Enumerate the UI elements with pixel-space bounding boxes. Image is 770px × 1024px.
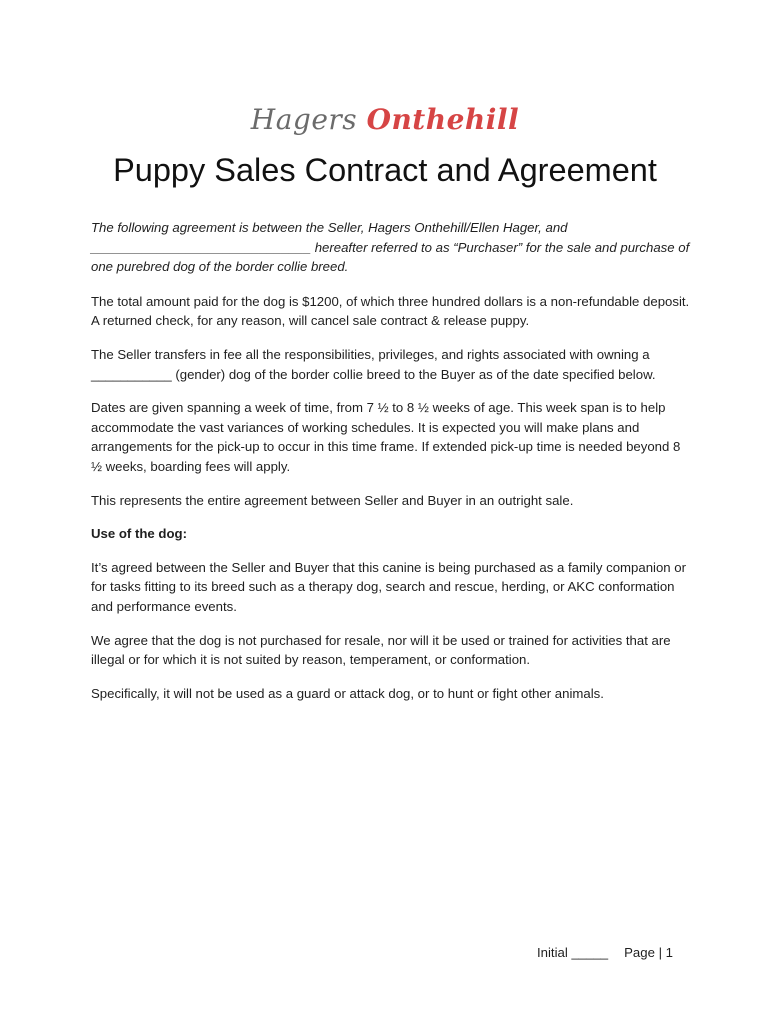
initial-field: Initial _____ (537, 945, 609, 960)
pickup-dates-paragraph: Dates are given spanning a week of time, from 7 ½ to 8 ½ weeks of age. This week span is to help accommodate the vast variances of working schedules. It is expected you will make plans and arrangements for the pick-up to occur in this time frame. If extended pick-up time is needed beyond 8 ½ weeks, boarding fees will apply. (91, 400, 681, 474)
logo-first-word: Hagers (250, 103, 358, 136)
entire-agreement-paragraph: This represents the entire agreement between Seller and Buyer in an outright sale. (91, 492, 574, 508)
page-footer (537, 943, 673, 963)
document-title: Puppy Sales Contract and Agreement (113, 152, 657, 188)
purpose-paragraph: It’s agreed between the Seller and Buyer that this canine is being purchased as a family companion or for tasks fitting to its breed such as a therapy dog, search and rescue, herding, or AKC conformation and performance events. (91, 559, 687, 614)
transfer-paragraph: The Seller transfers in fee all the responsibilities, privileges, and rights associated with owning a ___________ (gender) dog of the border collie breed to the Buyer as of the date specified below. (91, 346, 656, 382)
logo-second-word: Onthehill (366, 103, 520, 136)
payment-paragraph: The total amount paid for the dog is $1200, of which three hundred dollars is a non-refundable deposit. A returned check, for any reason, will cancel sale contract & release puppy. (91, 293, 690, 329)
intro-paragraph: The following agreement is between the Seller, Hagers Onthehill/Ellen Hager, and ______________________________ hereafter referred to as “Purchaser” for the sale and purchase of one purebred dog of the border collie breed. (91, 220, 690, 275)
use-of-dog-heading: Use of the dog: (91, 526, 187, 542)
restriction-paragraph: Specifically, it will not be used as a guard or attack dog, or to hunt or fight other animals. (91, 685, 604, 701)
company-logo (0, 100, 770, 140)
contract-body (91, 218, 691, 717)
resale-paragraph: We agree that the dog is not purchased for resale, nor will it be used or trained for activities that are illegal or for which it is not suited by reason, temperament, or conformation. (91, 632, 671, 668)
page-number: Page | 1 (624, 945, 674, 960)
